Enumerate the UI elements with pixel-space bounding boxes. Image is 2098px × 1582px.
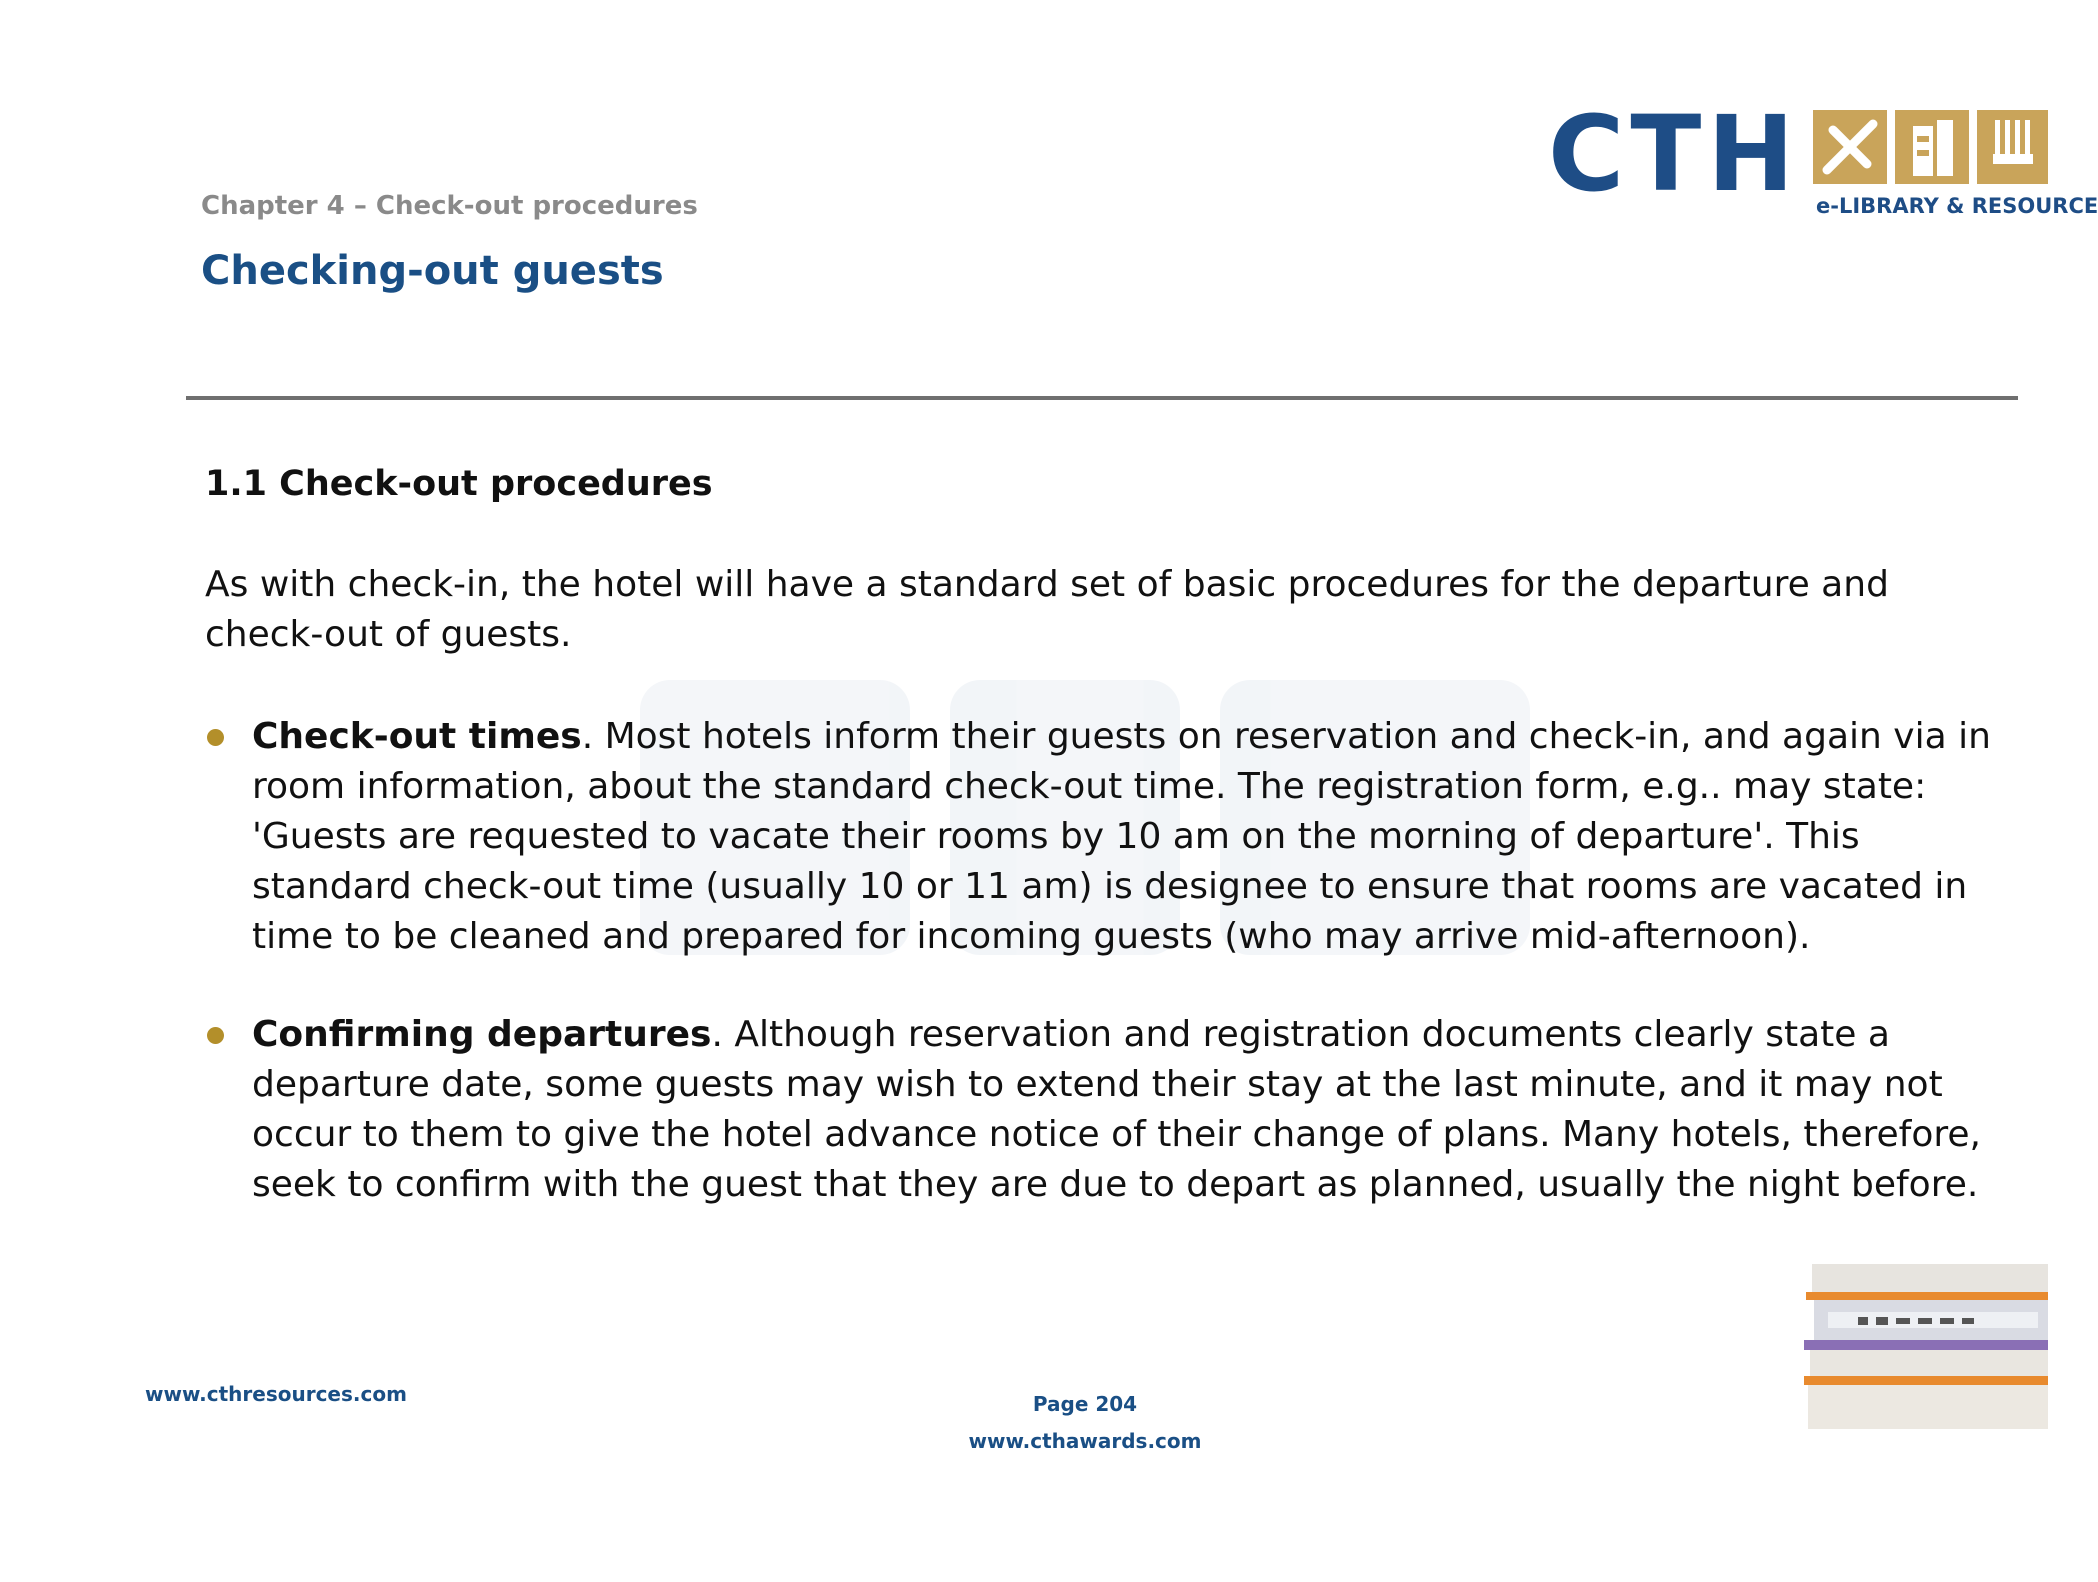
section-heading: 1.1 Check-out procedures [205, 464, 713, 504]
bullet-term: Confirming departures [252, 1014, 712, 1055]
cth-logo [1548, 93, 2098, 222]
list-item [205, 712, 1995, 962]
footer-awards-link[interactable]: www.cthawards.com [968, 1429, 1202, 1453]
logo-icon-tiles [1813, 110, 2048, 184]
bullet-list [205, 712, 1995, 1258]
fork-icon [1977, 110, 2048, 184]
bullet-dot-icon [207, 1027, 224, 1044]
list-item [205, 1010, 1995, 1210]
page-title: Checking-out guests [201, 248, 664, 294]
chapter-label: Chapter 4 – Check-out procedures [201, 191, 698, 221]
footer-resources-link[interactable]: www.cthresources.com [145, 1382, 407, 1406]
bullet-text: . Although reservation and registration documents clearly state a departure date, some guests may wish to extend their stay at the last minute, and it may not occur to them to give the hotel advance notice of their change of plans. Many hotels, therefore, seek to confirm with the guest that they are due to depart as planned, usually the night before. [252, 1014, 1981, 1205]
logo-subtitle: e-LIBRARY & RESOURCE [1816, 194, 2098, 218]
book-stack-icon [1802, 1262, 2048, 1432]
footer-center [900, 1386, 1270, 1460]
bullet-text: . Most hotels inform their guests on reservation and check-in, and again via in room information, about the standard check-out time. The registration form, e.g.. may state: 'Guests are requested to vacate their rooms by 10 am on the morning of departure'. This standard check-out time (usually 10 or 11 am) is designee to ensure that rooms are vacated in time to be cleaned and prepared for incoming guests (who may arrive mid-afternoon). [252, 716, 1991, 957]
page-number: Page 204 [1032, 1392, 1138, 1416]
logo-wordmark: CTH [1548, 93, 1801, 215]
intro-paragraph: As with check-in, the hotel will have a standard set of basic procedures for the departure and check-out of guests. [205, 564, 1889, 655]
bullet-term: Check-out times [252, 716, 582, 757]
bullet-dot-icon [207, 729, 224, 746]
header-divider [186, 396, 2018, 400]
